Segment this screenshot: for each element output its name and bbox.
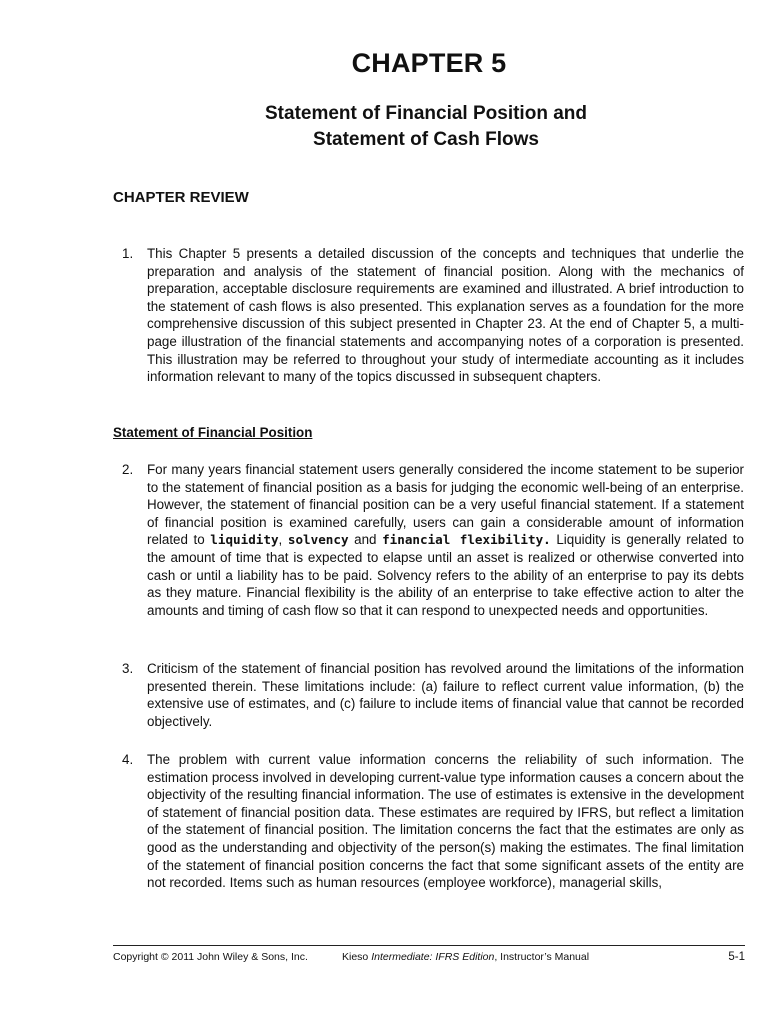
paragraph-2 [122, 461, 744, 619]
separator: , [278, 532, 288, 548]
term-solvency: solvency [287, 532, 349, 548]
subtitle-line-2: Statement of Cash Flows [313, 129, 539, 150]
subtitle-line-1: Statement of Financial Position and [265, 103, 587, 124]
footer-book-title [342, 951, 589, 963]
chapter-subtitle [0, 101, 768, 153]
separator: and [348, 532, 383, 548]
page-number: 5-1 [728, 951, 745, 963]
paragraph-text: The problem with current value information concerns the reliability of such information. The estimation process involved in developing current-value type information causes a concern about the objectivity of the resulting financial information. The use of estimates is extensive in the development of statement of financial position data. These estimates are required by IFRS, but reflect a limitation of the statement of financial position. The limitation concerns the fact that the estimates are only as good as the understanding and objectivity of the person(s) making the estimates. The final limitation of the statement of financial position concerns the fact that some significant assets of the entity are not recorded. Items such as human resources (employee workforce), managerial skills, [147, 752, 744, 891]
paragraph-number: 3. [122, 661, 134, 676]
chapter-title: CHAPTER 5 [351, 48, 507, 78]
paragraph-text-part: Liquidity is generally related to the amount of time that is expected to elapse until an asset is realized or otherwise converted into cash or until a liability has to be paid. Solvency refers to the ability of an enterprise to pay its debts as they mature. Financial flexibility is the ability of an enterprise to take effective action to alter the amounts and timing of cash flow so that it can respond to unexpected needs and opportunities. [147, 532, 744, 618]
section-heading: CHAPTER REVIEW [113, 189, 249, 206]
paragraph-number: 1. [122, 246, 134, 261]
footer-copyright: Copyright © 2011 John Wiley & Sons, Inc. [113, 951, 308, 963]
footer-author: Kieso [342, 951, 372, 963]
subsection-heading: Statement of Financial Position [113, 425, 313, 440]
term-liquidity: liquidity [210, 532, 279, 548]
paragraph-4 [122, 751, 744, 892]
paragraph-1 [122, 245, 744, 386]
paragraph-3 [122, 660, 744, 730]
paragraph-text [147, 461, 744, 619]
footer-divider [113, 945, 745, 946]
paragraph-text-part: For many years financial statement users generally considered the income statement to be superior to the statement of financial position as a basis for judging the economic well-being of an enterprise. However, the statement of financial position can be a very useful financial statement. If a statement of financial position is examined carefully, users can gain a considerable amount of information related to [147, 462, 744, 548]
paragraph-number: 2. [122, 462, 134, 477]
footer-book: Intermediate: IFRS Edition [371, 951, 495, 963]
paragraph-text: This Chapter 5 presents a detailed discussion of the concepts and techniques that underlie the preparation and analysis of the statement of financial position. Along with the mechanics of preparation, acceptable disclosure requirements are examined and illustrated. A brief introduction to the statement of cash flows is also presented. This explanation serves as a foundation for the more comprehensive discussion of this subject presented in Chapter 23. At the end of Chapter 5, a multi-page illustration of the financial statements and accompanying notes of a corporation is presented. This illustration may be referred to throughout your study of intermediate accounting as it includes information relevant to many of the topics discussed in subsequent chapters. [147, 246, 744, 385]
paragraph-text: Criticism of the statement of financial position has revolved around the limitations of the information presented therein. These limitations include: (a) failure to reflect current value information, (b) the extensive use of estimates, and (c) failure to include items of financial value that cannot be recorded objectively. [147, 661, 744, 729]
term-financial-flexibility: financial flexibility. [382, 532, 551, 548]
footer-manual: , Instructor’s Manual [494, 951, 590, 963]
paragraph-number: 4. [122, 752, 134, 767]
